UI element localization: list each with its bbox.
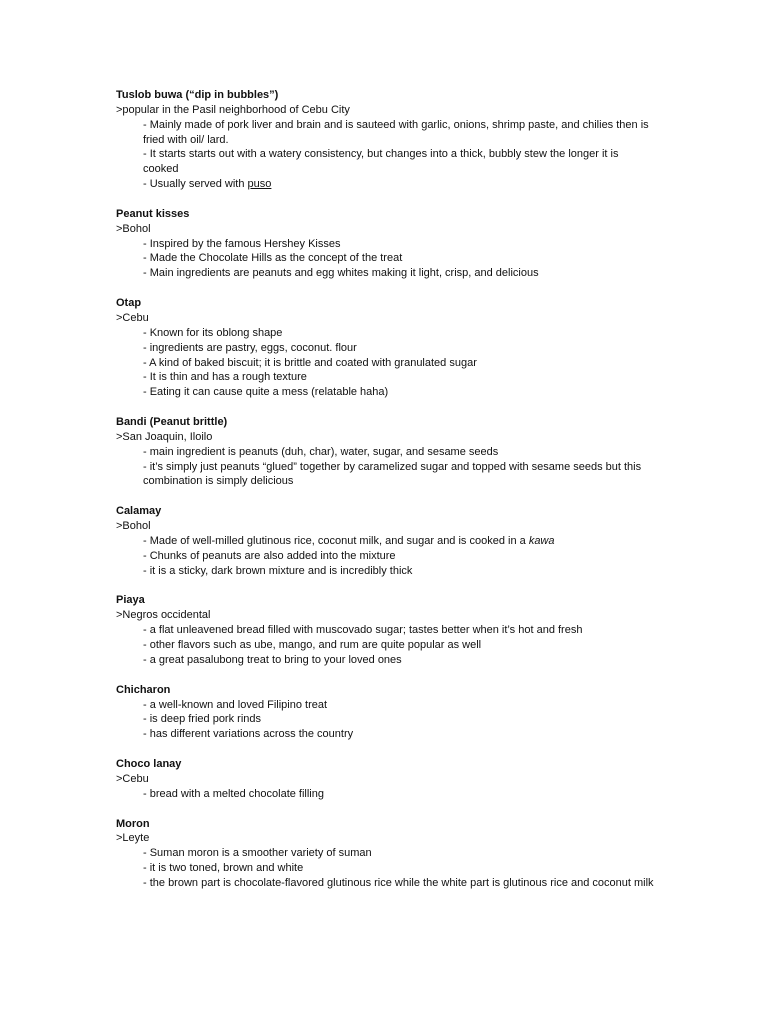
bullet-text: - Made of well-milled glutinous rice, coconut milk, and sugar and is cooked in a [143, 534, 529, 547]
section-tuslob-buwa [116, 88, 656, 192]
section-title: Tuslob buwa (“dip in bubbles”) [116, 89, 279, 101]
bullet-item: - a well-known and loved Filipino treat [143, 698, 328, 711]
bullet-item: - It is thin and has a rough texture [143, 371, 307, 384]
section-bandi [116, 415, 656, 489]
section-title: Calamay [116, 505, 162, 518]
bullet-item: - Made the Chocolate Hills as the concept of the treat [143, 252, 403, 265]
bullet-item: - It starts starts out with a watery consistency, but changes into a thick, bubbly stew the longer it is cooked [143, 148, 619, 176]
bullet-item [143, 177, 656, 192]
bullet-list [116, 534, 656, 579]
bullet-list [116, 118, 656, 192]
section-origin: >popular in the Pasil neighborhood of Cebu City [116, 103, 350, 116]
section-title: Chicharon [116, 683, 171, 696]
section-origin: >Negros occidental [116, 609, 211, 622]
bullet-list [116, 698, 656, 743]
bullet-item: - it is two toned, brown and white [143, 862, 304, 875]
bullet-list [116, 237, 656, 282]
section-title: Peanut kisses [116, 207, 190, 220]
bullet-list [116, 623, 656, 668]
section-origin: >San Joaquin, Iloilo [116, 430, 213, 443]
bullet-item: - has different variations across the country [143, 728, 354, 741]
puso-link[interactable]: puso [247, 178, 272, 191]
section-title: Bandi (Peanut brittle) [116, 416, 228, 429]
bullet-item: - Chunks of peanuts are also added into the mixture [143, 549, 396, 562]
section-title: Piaya [116, 594, 145, 607]
bullet-item: - it is a sticky, dark brown mixture and is incredibly thick [143, 564, 413, 577]
bullet-text: - Usually served with [143, 178, 248, 191]
section-otap [116, 296, 656, 400]
section-calamay [116, 504, 656, 578]
bullet-item: - main ingredient is peanuts (duh, char), water, sugar, and sesame seeds [143, 445, 499, 458]
bullet-item: - Mainly made of pork liver and brain and is sauteed with garlic, onions, shrimp paste, and chilies then is fried with oil/ lard. [143, 118, 649, 146]
bullet-item: - a great pasalubong treat to bring to your loved ones [143, 653, 402, 666]
bullet-list [116, 846, 656, 891]
bullet-item: - bread with a melted chocolate filling [143, 787, 324, 800]
section-peanut-kisses [116, 207, 656, 281]
section-origin: >Cebu [116, 772, 149, 785]
bullet-list [116, 445, 656, 490]
bullet-item: - Suman moron is a smoother variety of suman [143, 847, 372, 860]
bullet-item: - the brown part is chocolate-flavored glutinous rice while the white part is glutinous rice and coconut milk [143, 876, 654, 889]
section-origin: >Cebu [116, 311, 149, 324]
kawa-term: kawa [528, 534, 555, 547]
section-title: Otap [116, 297, 142, 310]
section-piaya [116, 593, 656, 667]
section-title: Choco lanay [116, 758, 182, 771]
section-origin: >Bohol [116, 520, 151, 533]
bullet-item: - it’s simply just peanuts “glued” together by caramelized sugar and topped with sesame seeds but this combination is simply delicious [143, 460, 642, 488]
document-page [116, 88, 656, 906]
section-choco-lanay [116, 757, 656, 802]
bullet-item: - a flat unleavened bread filled with muscovado sugar; tastes better when it’s hot and fresh [143, 624, 583, 637]
bullet-item: - ingredients are pastry, eggs, coconut. flour [143, 341, 357, 354]
bullet-list [116, 326, 656, 400]
section-origin: >Bohol [116, 222, 151, 235]
bullet-item: - A kind of baked biscuit; it is brittle and coated with granulated sugar [143, 356, 477, 369]
bullet-list [116, 787, 656, 802]
section-chicharon [116, 683, 656, 742]
bullet-item: - is deep fried pork rinds [143, 713, 261, 726]
bullet-item: - other flavors such as ube, mango, and rum are quite popular as well [143, 639, 482, 651]
section-title: Moron [116, 817, 150, 830]
section-origin: >Leyte [116, 832, 150, 845]
bullet-item: - Eating it can cause quite a mess (relatable haha) [143, 386, 389, 399]
section-moron [116, 817, 656, 891]
bullet-item: - Inspired by the famous Hershey Kisses [143, 237, 341, 250]
bullet-item: - Main ingredients are peanuts and egg whites making it light, crisp, and delicious [143, 267, 539, 280]
bullet-item: - Known for its oblong shape [143, 326, 283, 339]
bullet-item [143, 534, 656, 549]
